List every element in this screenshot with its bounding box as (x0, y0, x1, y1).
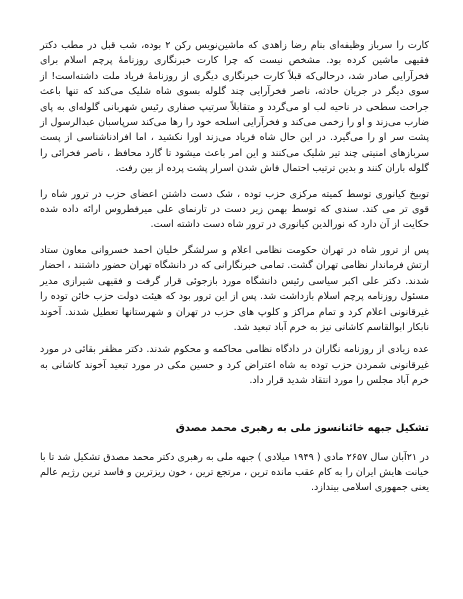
paragraph-journalists-trial: عده زیادی از روزنامه نگاران در دادگاه نظامی محاکمه و محکوم شدند. دکتر مظفر بقائی در مورد غیرقانونی شمردن حزب توده به شاه اعتراض کرد و حسین مکی در مورد تبعید آخوند کاشانی به خرم آباد مجلس را مورد انتقاد شدید قرار داد. (40, 344, 429, 387)
paragraph-kianouri-reprimand: توبیخ کیانوری توسط کمیته مرکزی حزب توده ، شک دست داشتن اعضای حزب در ترور شاه را قوی تر می کند. سندی که توسط بهمن زیر دست در تارنمای علی میرفطروس ارائه داده شده حکایت از آن دارد که نورالدین کیانوری در ترور شاه دست داشته است. (40, 188, 429, 231)
paragraph-assassination-attempt: کارت را سرباز وظیفه‌ای بنام رضا زاهدی که ماشین‌نویس رکن ۲ بوده، شب قبل در مطب دکتر فقیهی ماشین کرده بود. مشخص نیست که چرا کارت خبرنگاری روزنامهٔ پرچم اسلام برای فخرآرایی صادر شد، درحالی‌که قبلاً کارت خبرنگاری دیگری از روزنامهٔ فریاد ملت داشته‌است! از سوی دیگر در جریان حادثه، ناصر فخرآرایی چند گلوله بسوی شاه شلیک می‌کند که تنها باعث جراحت سطحی در ناحیه لب او می‌گردد و متقابلاً سرتیپ صفاری رئیس شهربانی گلوله‌ای به پای ضارب می‌زند و او را زخمی می‌کند و فخرآرایی اسلحه خود را رها می‌کند سرپاسبان عبدالرسول از پشت سر او را می‌گیرد. در این حال شاه فریاد می‌زند اورا نکشید ، اما افرادناشناسی از پست سربازهای امنیتی چند تیر شلیک می‌کنند و این امر باعث میشود تا گارد محافظ ، ناصر فخرائی را گلوله باران کنند و بدین ترتیب احتمال فاش شدن اسرار پشت پرده از بین رفت. (40, 40, 429, 175)
paragraph-martial-law: پس از ترور شاه در تهران حکومت نظامی اعلام و سرلشگر خلیان احمد خسروانی معاون ستاد ارتش فرماندار نظامی تهران گشت. تمامی خبرنگارانی که در دانشگاه تهران حضور داشتند ، احضار شدند. دکتر علی اکبر سیاسی رئیس دانشگاه مورد بازجوئی قرار گرفت و فقیهی شیرازی مدیر مسئول روزنامه پرچم اسلام بازداشت شد. پس از این ترور بود که هیئت دولت حزب خائن توده را غیرقانونی اعلام کرد و تمام مراکز و کلوپ های حزب در تهران و شهرستانها تعطیل شدند. آخوند نابکار ابوالقاسم کاشانی نیز به خرم آباد تبعید شد. (40, 244, 429, 333)
paragraph-national-front: در ۲۱آبان سال ۲۶۵۷ مادی ( ۱۹۴۹ میلادی ) جبهه ملی به رهبری دکتر محمد مصدق تشکیل شد تا با خیانت هایش ایران را به کام عقب مانده ترین ، مرتجع ترین ، خون ریزترین و فاسد ترین رژیم عالم یعنی جمهوری اسلامی بیندازد. (40, 451, 429, 494)
section-heading: تشکیل جبهه خائنانسوز ملی به رهبری محمد مصدق (175, 422, 429, 434)
